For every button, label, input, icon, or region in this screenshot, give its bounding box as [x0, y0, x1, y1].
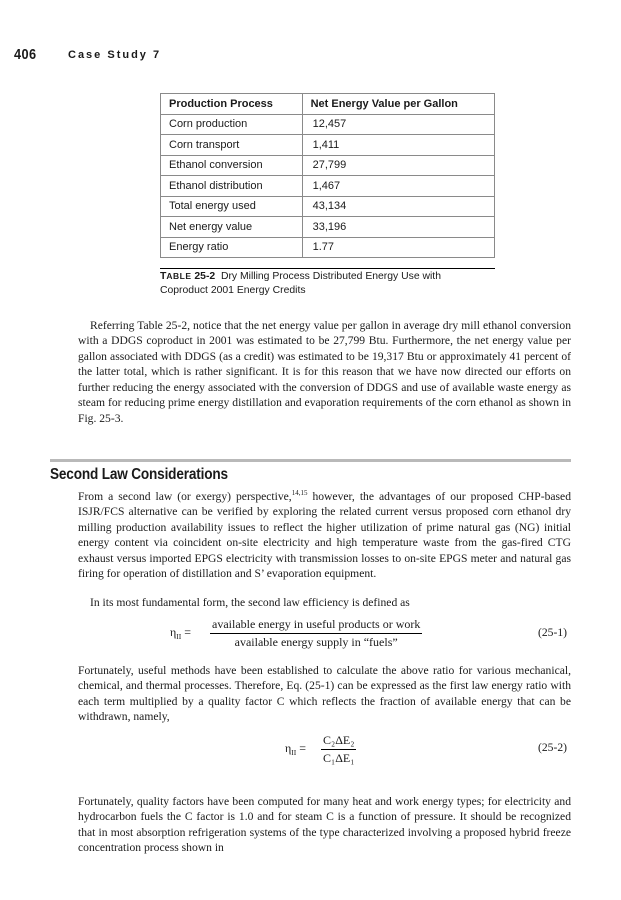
table-row [161, 155, 495, 176]
table-cell: 27,799 [302, 155, 494, 176]
caption-rule [160, 268, 495, 269]
table-cell: Ethanol distribution [161, 176, 303, 197]
table-cell: Total energy used [161, 196, 303, 217]
caption-text: Dry Milling Process Distributed Energy Use with Coproduct 2001 Energy Credits [160, 271, 441, 296]
table-cell: 1.77 [302, 237, 494, 258]
running-title: Case Study 7 [68, 49, 162, 61]
table-row [161, 135, 495, 156]
table-cell: Energy ratio [161, 237, 303, 258]
denominator: C₁ΔE₁ [323, 751, 355, 765]
equation-number: (25-1) [538, 626, 567, 639]
numerator: available energy in useful products or work [210, 617, 422, 634]
table-cell: Ethanol conversion [161, 155, 303, 176]
equation-fraction [210, 617, 422, 650]
body-paragraph: From a second law (or exergy) perspective,$^{14,15}$ however, the advantages of our proposed CHP-based ISJR/FCS alternative can be verified by exploring the related current versus proposed corn ethanol dry milling production availability issues to reflect the higher utilization of prime natural gas (NG) initial energy content via coincident on-site electricity and high temperature waste from the gas-fired CTG exhaust versus imported EPGS electricity with transmission losses to on-site EPGS meter and natural gas firing for operation of distillation and S’ evaporation equipment. [78, 489, 572, 581]
numerator: C₂ΔE₂ [321, 733, 356, 750]
table-cell: 12,457 [302, 114, 494, 135]
table-cell: Net energy value [161, 217, 303, 238]
table-row [161, 114, 495, 135]
table-row [161, 217, 495, 238]
table-row [161, 196, 495, 217]
equation-fraction [321, 733, 356, 766]
table-cell: Corn transport [161, 135, 303, 156]
table-row [161, 176, 495, 197]
body-paragraph: Fortunately, quality factors have been computed for many heat and work energy types; for electricity and hydrocarbon fuels the C factor is 1.0 and for steam C is a function of pressure. It should be recognized that in most absorption refrigeration systems of the type characterized involving a proposed hybrid freeze concentration process shown in [78, 795, 571, 855]
body-paragraph: Fortunately, useful methods have been established to calculate the above ratio for various mechanical, chemical, and thermal processes. Therefore, Eq. (25-1) can be expressed as the first law energy ratio with each term multiplied by a quality factor C which reflects the fraction of available energy that can be withdrawn, namely, [78, 664, 571, 724]
eta-symbol: $\eta_{II}$ = [170, 625, 192, 641]
section-rule [50, 459, 571, 462]
body-paragraph: Referring Table 25-2, notice that the net energy value per gallon in average dry mill ethanol conversion with a DDGS coproduct in 2001 was estimated to be 27,799 Btu. Furthermore, the net energy value per gallon associated with DDGS (as a credit) was estimated to be 19,317 Btu or approximately 41 percent of the latter total, which is rather significant. It is for this reason that we have now directed our efforts on further reducing the energy associated with the conversion of DDGS and use of available waste energy as steam for reducing prime energy distillation and evaporation requirements of the corn ethanol as shown in Fig. 25-3. [78, 319, 571, 425]
body-paragraph: In its most fundamental form, the second law efficiency is defined as [90, 596, 410, 609]
section-heading: Second Law Considerations [50, 466, 228, 483]
citation-superscript: 14,15 [291, 489, 308, 498]
table-cell: 43,134 [302, 196, 494, 217]
column-header: Production Process [161, 94, 303, 115]
table-cell: Corn production [161, 114, 303, 135]
column-header: Net Energy Value per Gallon [302, 94, 494, 115]
table-cell: 1,411 [302, 135, 494, 156]
equation-number: (25-2) [538, 741, 567, 754]
energy-table [160, 93, 495, 258]
table-cell: 33,196 [302, 217, 494, 238]
eta-symbol: $\eta_{II}$ = [285, 741, 307, 757]
running-header [14, 46, 162, 64]
page-number: 406 [14, 46, 37, 63]
table-caption [160, 270, 480, 297]
caption-label: TABLE 25-2 [160, 271, 216, 282]
table-row [161, 237, 495, 258]
table-cell: 1,467 [302, 176, 494, 197]
denominator: available energy supply in “fuels” [234, 635, 398, 649]
table-header-row [161, 94, 495, 115]
